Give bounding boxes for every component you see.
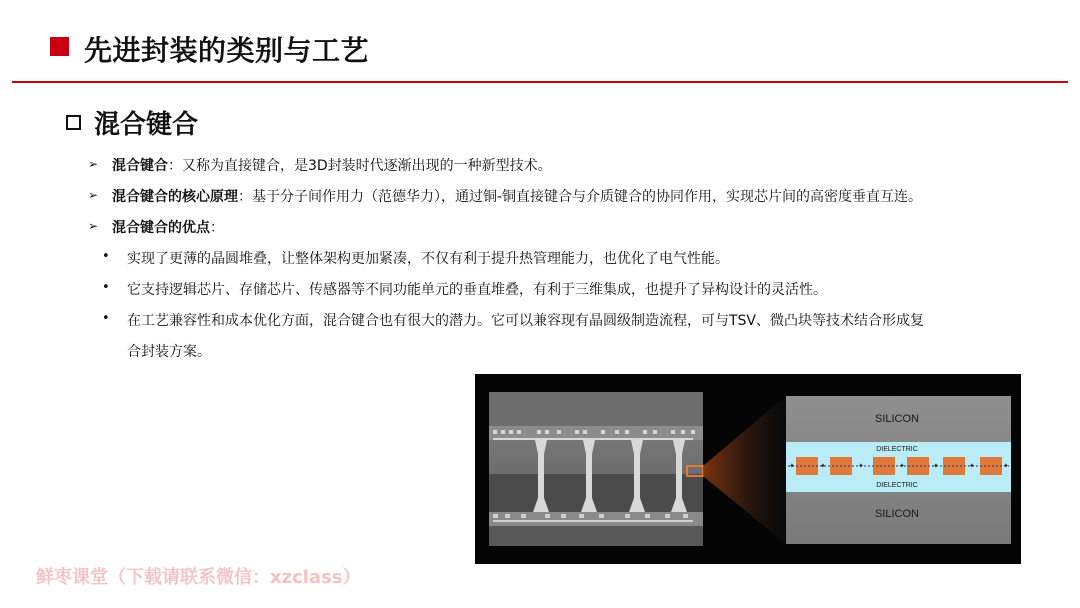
svg-text:✦: ✦: [899, 462, 905, 470]
svg-text:✦: ✦: [969, 462, 975, 470]
section-marker-box: [66, 115, 81, 130]
dot-bullet: •: [102, 311, 110, 326]
dot-bullet: •: [102, 280, 110, 295]
bullet-term: 混合键合的核心原理: [112, 189, 238, 205]
svg-text:✦: ✦: [858, 462, 864, 470]
svg-text:✦: ✦: [1003, 462, 1009, 470]
arrow-bullet-icon: ➢: [88, 157, 99, 171]
bullet-definition: [112, 155, 552, 175]
advantage-item: 它支持逻辑芯片、存储芯片、传感器等不同功能单元的垂直堆叠，有利于三维集成，也提升了异构设计的灵活性。: [127, 282, 827, 298]
bullet-term: 混合键合: [112, 158, 168, 174]
watermark-text: 鲜枣课堂（下载请联系微信：xzclass）: [36, 567, 361, 588]
label-silicon-bottom: SILICON: [874, 508, 920, 520]
bullet-principle: [112, 186, 922, 206]
svg-text:✦: ✦: [789, 462, 795, 470]
advantage-item-continued: 合封装方案。: [127, 344, 211, 360]
label-dielectric-bottom: DIELECTRIC: [876, 482, 918, 489]
hybrid-bonding-figure: [475, 374, 1021, 564]
title-marker-square: [50, 37, 69, 56]
page-title: 先进封装的类别与工艺: [84, 34, 370, 67]
label-dielectric-top: DIELECTRIC: [876, 446, 918, 453]
advantage-item: 实现了更薄的晶圆堆叠，让整体架构更加紧凑，不仅有利于提升热管理能力，也优化了电气性能。: [127, 251, 729, 267]
arrow-bullet-icon: ➢: [88, 219, 99, 233]
svg-text:✦: ✦: [933, 462, 939, 470]
label-silicon-top: SILICON: [874, 413, 920, 425]
section-title: 混合键合: [94, 110, 199, 140]
arrow-bullet-icon: ➢: [88, 188, 99, 202]
hybrid-bonding-cross-section: [475, 374, 1021, 564]
bullet-text: ：又称为直接键合，是3D封装时代逐渐出现的一种新型技术。: [168, 158, 552, 174]
sem-cross-section-image: [489, 392, 703, 546]
dot-bullet: •: [102, 249, 110, 264]
bullet-text: ：基于分子间作用力（范德华力），通过铜-铜直接键合与介质键合的协同作用，实现芯片间的高密度垂直互连。: [238, 189, 923, 205]
bullet-term: 混合键合的优点: [112, 220, 210, 236]
bullet-advantages: [112, 217, 224, 237]
zoom-cone: [703, 396, 786, 544]
bullet-text: ：: [210, 220, 224, 236]
svg-text:✦: ✦: [820, 462, 826, 470]
advantage-item: 在工艺兼容性和成本优化方面，混合键合也有很大的潜力。它可以兼容现有晶圆级制造流程，可与TSV、微凸块等技术结合形成复: [127, 313, 925, 329]
bonding-interface-diagram: [786, 396, 1011, 544]
title-divider: [12, 81, 1068, 83]
